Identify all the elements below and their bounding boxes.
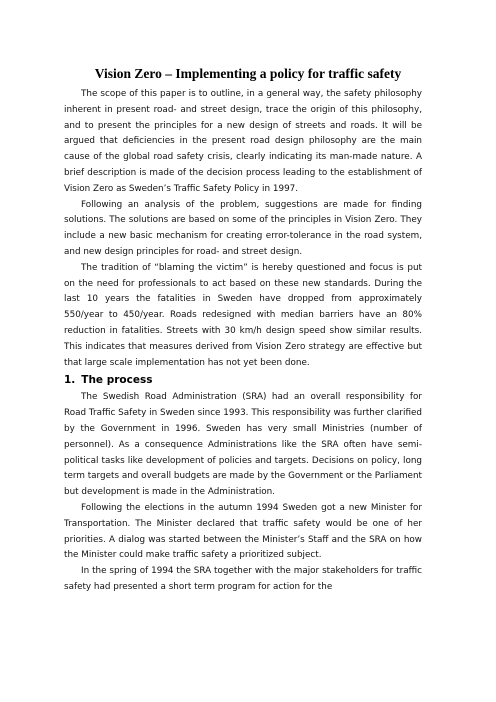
intro-paragraph-1: The scope of this paper is to outline, in a general way, the safety philosophy inherent in present road- and street design, trace the origin of this philosophy, and to present the principles for a new design of streets and roads. It will be argued that deficiencies in the present road design philosophy are the main cause of the global road safety crisis, clearly indicating its man-made nature. A brief description is made of the decision process leading to the establishment of Vision Zero as Sweden’s Traffic Safety Policy in 1997. (64, 89, 422, 194)
section-paragraph-3: In the spring of 1994 the SRA together with the major stakeholders for traffic safety had presented a short term program for action for the (64, 566, 422, 592)
intro-paragraph-2: Following an analysis of the problem, suggestions are made for finding solutions. The solutions are based on some of the principles in Vision Zero. They include a new basic mechanism for creating error-tolerance in the road system, and new design principles for road- and street design. (64, 199, 422, 257)
document-title: Vision Zero – Implementing a policy for traffic safety (94, 66, 402, 81)
section-paragraph-2: Following the elections in the autumn 1994 Sweden got a new Minister for Transportation. The Minister declared that traffic safety would be one of her priorities. A dialog was started between the Minister’s Staff and the SRA on how the Minister could make traffic safety a prioritized subject. (64, 502, 422, 561)
section-paragraph-1: The Swedish Road Administration (SRA) had an overall responsibility for Road Traffic Safety in Sweden since 1993. This responsibility was further clarified by the Government in 1996. Sweden has very small Ministries (number of personnel). As a consequence Administrations like the SRA often have semi-political tasks like development of policies and targets. Decisions on policy, long term targets and overall budgets are made by the Government or the Parliament but development is made in the Administration. (64, 392, 422, 498)
section-heading (64, 372, 422, 389)
section-number: 1. (64, 374, 76, 387)
intro-paragraph-3: The tradition of “blaming the victim” is hereby questioned and focus is put on the need for professionals to act based on these new standards. During the last 10 years the fatalities in Sweden have dropped from approximately 550/year to 450/year. Roads redesigned with median barriers have an 80% reduction in fatalities. Streets with 30 km/h design speed show similar results. This indicates that measures derived from Vision Zero strategy are effective but that large scale implementation has not yet been done. (64, 262, 422, 368)
document-body (64, 87, 422, 596)
section-title: The process (81, 374, 153, 387)
